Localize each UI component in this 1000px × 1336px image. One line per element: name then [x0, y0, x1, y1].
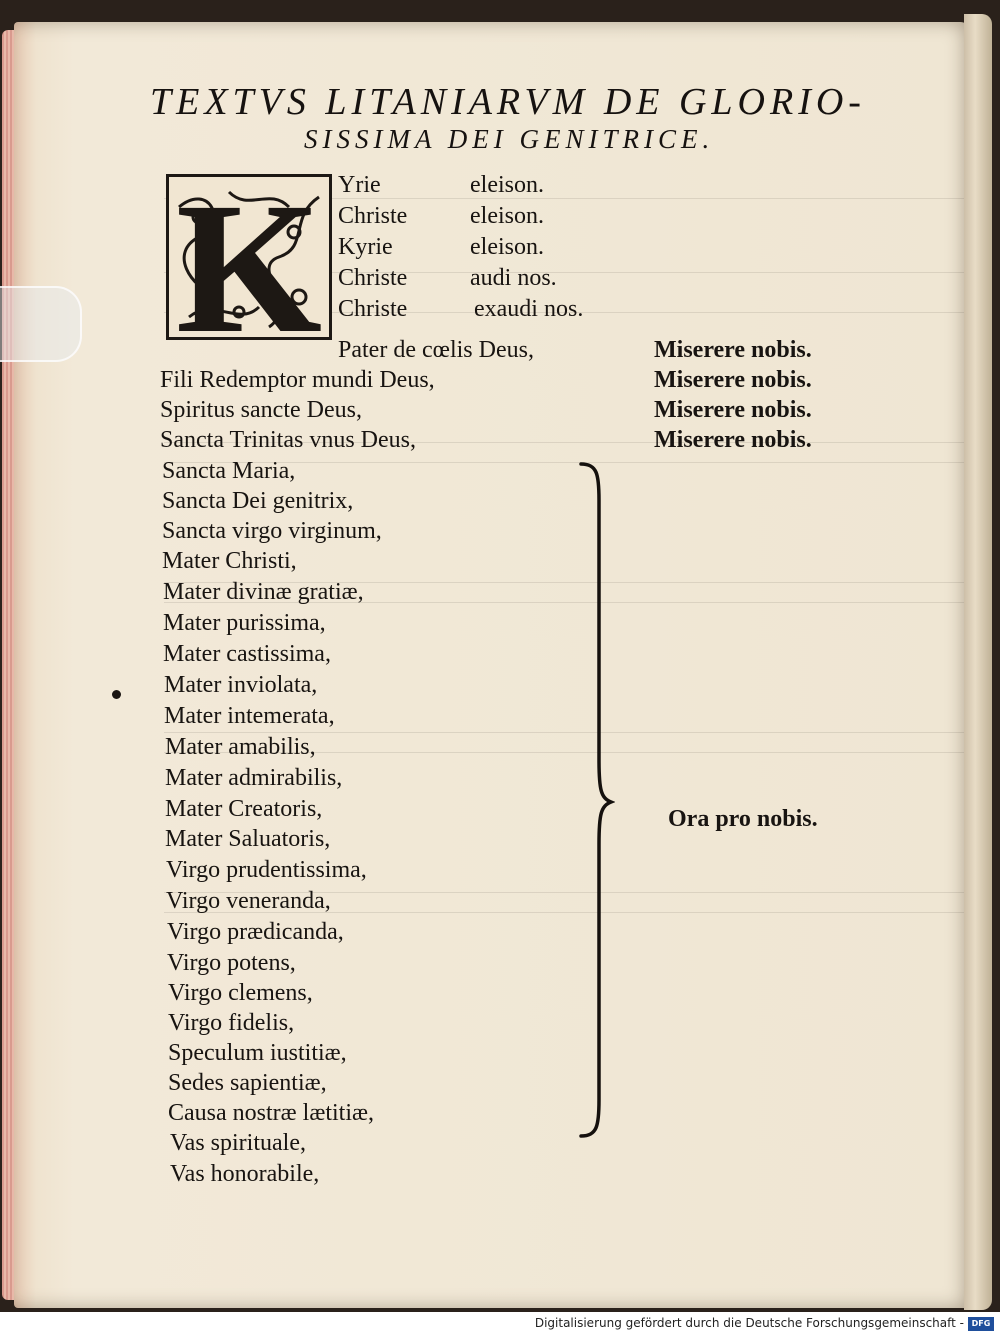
marian-invocation: Causa nostræ lætitiæ, [168, 1100, 375, 1126]
marian-invocation: Vas honorabile, [170, 1161, 320, 1187]
kyrie-invocation: Christe [338, 203, 408, 229]
page-title-line-1: TEXTVS LITANIARVM DE GLORIO- [150, 81, 866, 123]
bleed-through-staff-line [164, 732, 964, 733]
marian-invocation: Sancta Dei genitrix, [162, 488, 354, 514]
footer-text: Digitalisierung gefördert durch die Deutsche Forschungsgemeinschaft - [534, 1316, 964, 1330]
dfg-logo-icon: DFG [968, 1317, 994, 1331]
marian-invocation: Virgo potens, [167, 950, 296, 976]
initial-letter: K [175, 174, 323, 340]
petition: Sancta Trinitas vnus Deus, [160, 427, 417, 453]
kyrie-response: audi nos. [470, 265, 557, 291]
marian-invocation: Sancta Maria, [162, 458, 296, 484]
marian-invocation: Mater purissima, [163, 610, 326, 636]
marian-invocation: Virgo prædicanda, [167, 919, 344, 945]
petition-response: Miserere nobis. [654, 337, 812, 363]
marian-invocation: Virgo prudentissima, [166, 857, 367, 883]
marian-invocation: Mater admirabilis, [165, 765, 343, 791]
marian-invocation: Mater divinæ gratiæ, [163, 579, 364, 605]
book-page-edges-right [964, 14, 992, 1310]
marian-invocation: Mater Creatoris, [165, 796, 323, 822]
kyrie-invocation: Christe [338, 265, 408, 291]
marian-invocation: Mater Christi, [162, 548, 297, 574]
marian-invocation: Mater castissima, [163, 641, 331, 667]
marian-invocation: Vas spirituale, [170, 1130, 306, 1156]
petition-response: Miserere nobis. [654, 367, 812, 393]
marian-invocation: Virgo fidelis, [168, 1010, 295, 1036]
kyrie-invocation: Christe [338, 296, 408, 322]
kyrie-invocation: Kyrie [338, 234, 393, 260]
marian-invocation: Sancta virgo virginum, [162, 518, 382, 544]
marian-invocation: Mater amabilis, [165, 734, 316, 760]
kyrie-response: eleison. [470, 203, 544, 229]
marian-invocation: Virgo veneranda, [166, 888, 331, 914]
petition: Spiritus sancte Deus, [160, 397, 362, 423]
marian-invocation: Mater inviolata, [164, 672, 318, 698]
page-title-line-2: SISSIMA DEI GENITRICE. [304, 124, 715, 154]
marian-invocation: Sedes sapientiæ, [168, 1070, 327, 1096]
petition: Pater de cœlis Deus, [338, 337, 534, 363]
marian-invocation: Mater Saluatoris, [165, 826, 331, 852]
kyrie-response: eleison. [470, 234, 544, 260]
ink-dot [112, 690, 121, 699]
petition-response: Miserere nobis. [654, 427, 812, 453]
petition-response: Miserere nobis. [654, 397, 812, 423]
marian-invocation: Mater intemerata, [164, 703, 335, 729]
footer-bar [0, 1312, 1000, 1336]
curly-brace [575, 460, 615, 1140]
page-clip [0, 286, 82, 362]
kyrie-invocation: Yrie [338, 172, 381, 198]
marian-invocation: Virgo clemens, [168, 980, 313, 1006]
marian-invocation: Speculum iustitiæ, [168, 1040, 347, 1066]
bracket-response: Ora pro nobis. [668, 806, 818, 832]
kyrie-response: eleison. [470, 172, 544, 198]
decorated-initial [166, 174, 332, 340]
petition: Fili Redemptor mundi Deus, [160, 367, 435, 393]
kyrie-response: exaudi nos. [474, 296, 584, 322]
